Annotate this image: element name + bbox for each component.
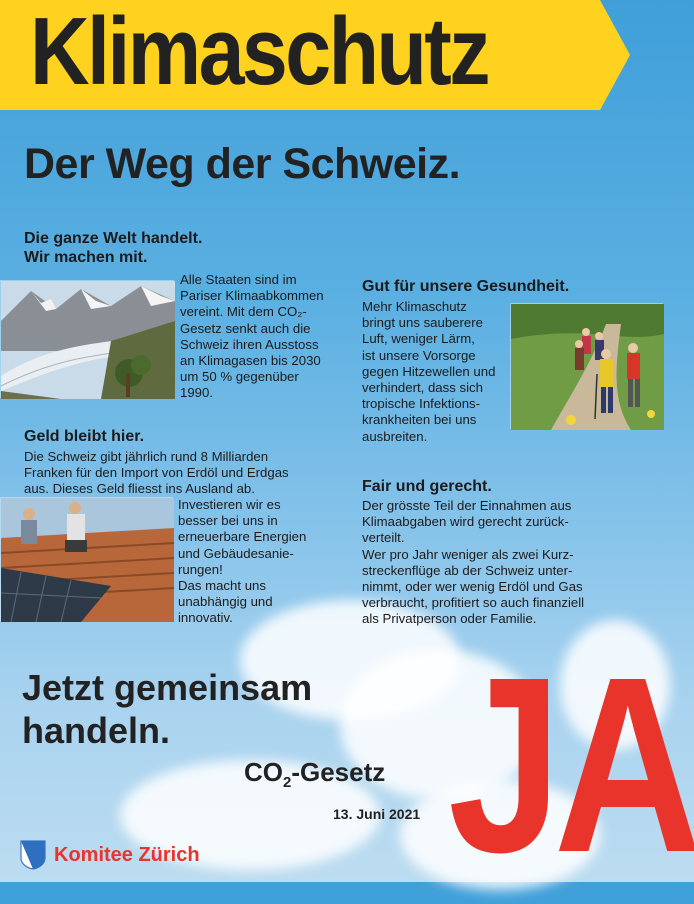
solar-roof-image <box>1 498 174 622</box>
money-text-side: Investieren wir es besser bei uns in erneuerbare Energien und Gebäudesanie- rungen! Das macht uns unabhängig und innovativ. <box>178 497 307 626</box>
health-heading: Gut für unsere Gesundheit. <box>362 278 570 295</box>
health-text: Mehr Klimaschutz bringt uns sauberere Luft, weniger Lärm, ist unsere Vorsorge gegen Hitzewellen und verhindert, dass sich tropische Infektions- krankheiten bei uns ausbreiten. <box>362 299 496 444</box>
committee-name: Komitee Zürich <box>54 843 200 866</box>
zurich-coat-of-arms-icon <box>20 840 46 870</box>
committee <box>20 840 200 870</box>
fair-text: Der grösste Teil der Einnahmen aus Klimaabgaben wird gerecht zurück- verteilt. Wer pro Jahr weniger als zwei Kurz- streckenflüge ab der Schweiz unter- nimmt, oder wer wenig Erdöl und Gas verbraucht, profitiert so auch finanziell als Privatperson oder Familie. <box>362 498 585 627</box>
vote-ja: JA <box>448 625 694 904</box>
call-to-action: Jetzt gemeinsam handeln. <box>22 667 313 751</box>
solar-roof-photo <box>0 497 173 621</box>
money-heading: Geld bleibt hier. <box>24 428 145 445</box>
hikers-photo <box>510 303 663 429</box>
vote-date: 13. Juni 2021 <box>333 806 421 822</box>
glacier-image <box>1 281 175 399</box>
fair-heading: Fair und gerecht. <box>362 478 492 495</box>
money-text-full: Die Schweiz gibt jährlich rund 8 Milliarden Franken für den Import von Erdöl und Erdgas aus. Dieses Geld fliesst ins Ausland ab. <box>24 449 289 497</box>
glacier-photo <box>0 280 174 398</box>
page-subtitle: Der Weg der Schweiz. <box>24 140 461 188</box>
world-text: Alle Staaten sind im Pariser Klimaabkommen vereint. Mit dem CO₂- Gesetz senkt auch die Schweiz ihren Ausstoss an Klimagasen bis 2030 um 50 % gegenüber 1990. <box>180 272 324 401</box>
law-name: $CO_2$-Gesetz <box>244 757 386 792</box>
banner-title: Klimaschutz <box>30 0 488 105</box>
world-heading: Die ganze Welt handelt. Wir machen mit. <box>24 230 203 266</box>
hikers-image <box>511 304 664 430</box>
